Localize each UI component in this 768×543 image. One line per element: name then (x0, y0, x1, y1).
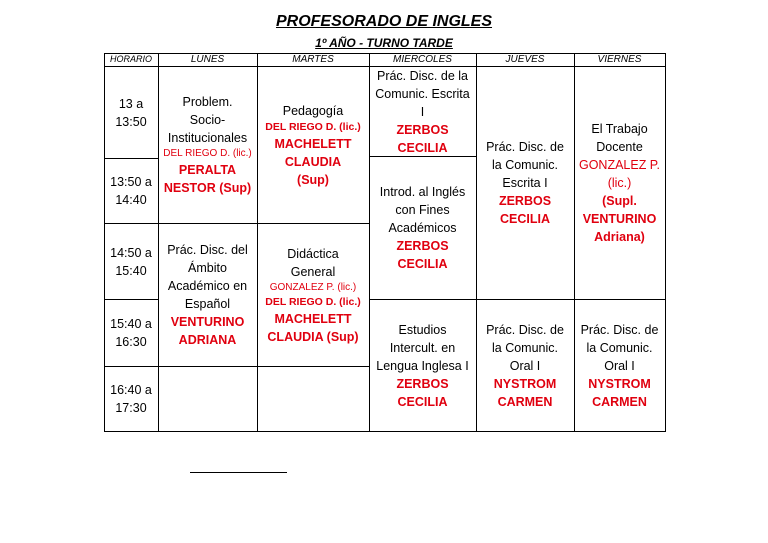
teacher-name: PERALTA (178, 163, 237, 177)
teacher-name: MACHELETT (274, 311, 352, 326)
teacher-name: VENTURINO (170, 315, 245, 329)
teacher-lic: DEL RIEGO D. (lic.) (163, 148, 252, 159)
class-block-lunes-2: Prác. Disc. del Ámbito Académico en Español VENTURINO ADRIANA (167, 243, 248, 347)
class-block-viernes-1: El Trabajo Docente GONZALEZ P. (lic.) (Supl. VENTURINO Adriana) (578, 122, 661, 244)
class-block-miercoles-2: Introd. al Inglés con Fines Académicos ZERBOS CECILIA (379, 185, 466, 271)
header-horario: HORARIO (109, 54, 152, 64)
time-slot: 13 a 13:50 (115, 96, 147, 129)
class-block-lunes-1: Problem. Socio- Institucionales DEL RIEGO D. (lic.) PERALTA NESTOR (Sup) (163, 95, 252, 195)
signature-line (190, 472, 287, 473)
time-slot: 15:40 a 16:30 (110, 317, 152, 349)
teacher-lic: GONZALEZ P. (578, 158, 661, 172)
class-block-jueves-1: Prác. Disc. de la Comunic. Escrita I ZERBOS CECILIA (486, 140, 564, 226)
time-slot: 16:40 a 17:30 (110, 383, 152, 415)
class-block-viernes-2: Prác. Disc. de la Comunic. Oral I NYSTROM CARMEN (580, 322, 659, 409)
header-miercoles: MIERCOLES (393, 54, 452, 65)
teacher-lic: DEL RIEGO D. (lic.) (265, 120, 361, 133)
time-slot: 14:50 a 15:40 (110, 245, 152, 278)
teacher-name: ZERBOS (396, 122, 449, 137)
class-block-martes-2: Didáctica General GONZALEZ P. (lic.) DEL RIEGO D. (lic.) MACHELETT CLAUDIA (Sup) (265, 246, 361, 344)
document-subtitle: 1º AÑO - TURNO TARDE (315, 36, 453, 50)
class-block-miercoles-1: Prác. Disc. de la Comunic. Escrita I ZERBOS CECILIA (375, 68, 470, 155)
teacher-name: ZERBOS (396, 376, 449, 391)
teacher-name: ZERBOS (498, 194, 552, 208)
teacher-name: (Supl. (602, 194, 637, 208)
class-block-miercoles-3: Estudios Intercult. en Lengua Inglesa I ZERBOS CECILIA (376, 322, 469, 409)
time-slot: 13:50 a 14:40 (110, 175, 152, 207)
class-block-martes-1: Pedagogía DEL RIEGO D. (lic.) MACHELETT CLAUDIA (Sup) (265, 103, 361, 187)
teacher-name: ZERBOS (396, 239, 449, 253)
header-lunes: LUNES (190, 54, 225, 65)
header-jueves: JUEVES (505, 54, 545, 65)
teacher-lic: DEL RIEGO D. (lic.) (265, 295, 361, 308)
teacher-name: NYSTROM (588, 376, 651, 391)
teacher-name: MACHELETT (274, 136, 352, 151)
teacher-name: NYSTROM (493, 376, 557, 391)
document-title: PROFESORADO DE INGLES (275, 13, 493, 30)
header-viernes: VIERNES (597, 54, 642, 65)
teacher-lic: GONZALEZ P. (lic.) (269, 281, 357, 293)
class-block-jueves-2: Prác. Disc. de la Comunic. Oral I NYSTROM CARMEN (486, 322, 564, 409)
header-martes: MARTES (292, 54, 334, 65)
